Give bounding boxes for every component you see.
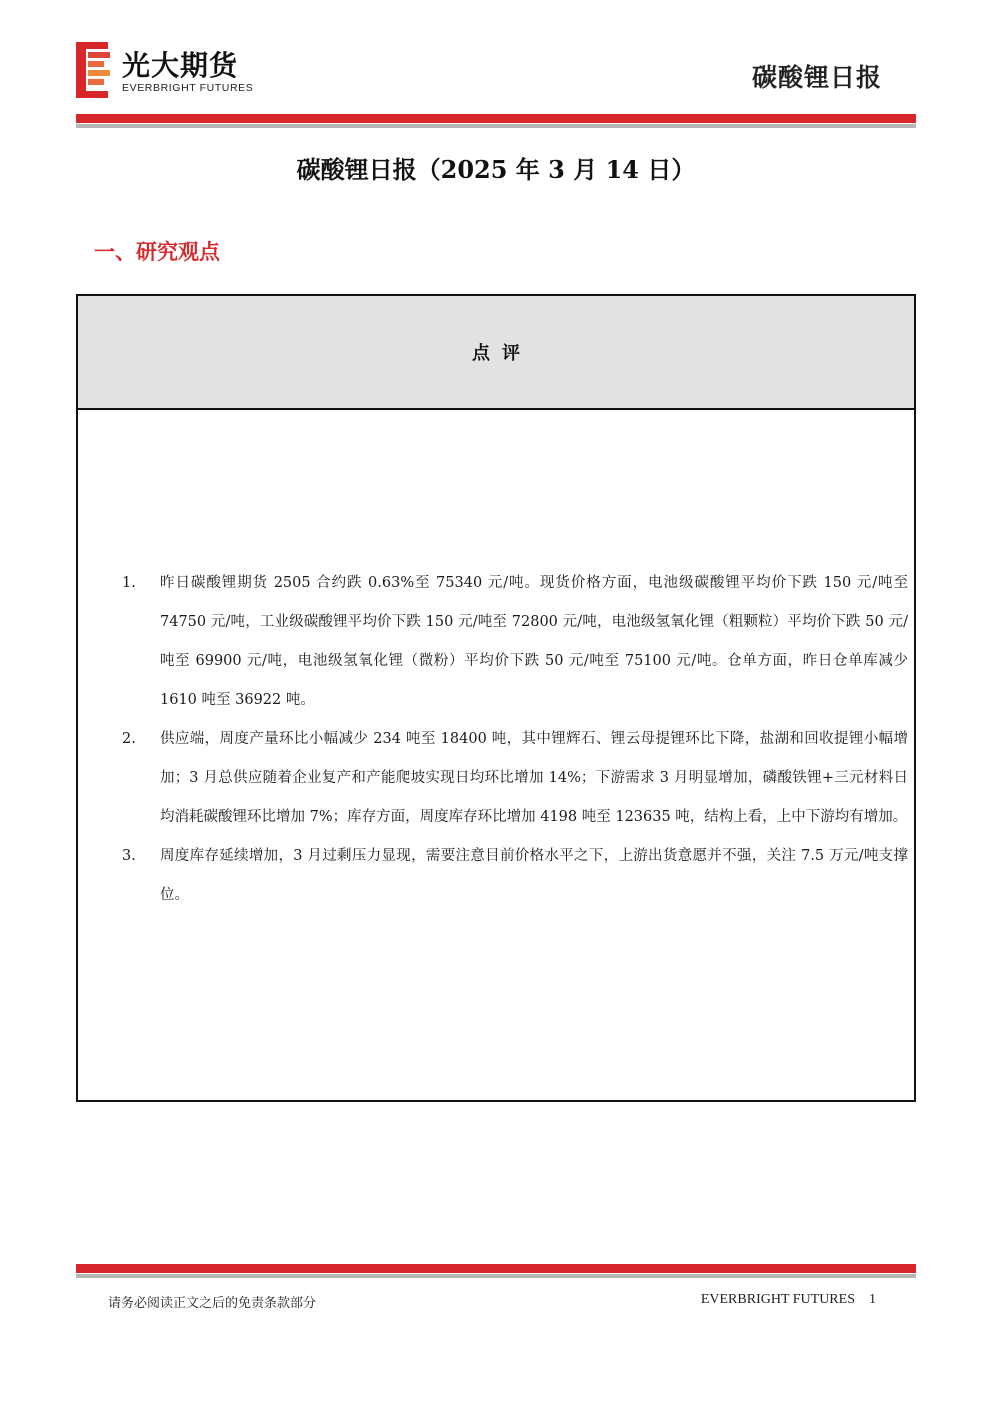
commentary-list [122,564,908,915]
commentary-table [76,294,916,1102]
footer-divider-gray [76,1274,916,1278]
commentary-header [78,296,914,410]
header-divider-red [76,114,916,123]
commentary-item [122,720,908,837]
footer-divider-red [76,1264,916,1273]
item-number: 2. [122,731,136,747]
commentary-item [122,564,908,720]
item-text: 昨日碳酸锂期货 2505 合约跌 0.63%至 75340 元/吨。现货价格方面，电池级碳酸锂平均价下跌 150 元/吨至 74750 元/吨，工业级碳酸锂平均价下跌 150 元/吨至 72800 元/吨，电池级氢氧化锂（粗颗粒）平均价下跌 50 元/吨至 69900 元/吨，电池级氢氧化锂（微粉）平均价下跌 50 元/吨至 75100 元/吨。仓单方面，昨日仓单库减少 1610 吨至 36922 吨。 [160,575,908,708]
item-text: 供应端，周度产量环比小幅减少 234 吨至 18400 吨，其中锂辉石、锂云母提锂环比下降，盐湖和回收提锂小幅增加；3 月总供应随着企业复产和产能爬坡实现日均环比增加 14%；下游需求 3 月明显增加，磷酸铁锂+三元材料日均消耗碳酸锂环比增加 7%；库存方面，周度库存环比增加 4198 吨至 123635 吨，结构上看，上中下游均有增加。 [160,731,908,825]
logo-chinese-name: 光大期货 [122,49,239,82]
footer-company: EVERBRIGHT FUTURES [700,1292,855,1307]
item-number: 1. [122,575,136,591]
disclaimer-note: 请务必阅读正文之后的免责条款部分 [108,1296,317,1311]
page-number: 1 [869,1292,876,1307]
company-logo [76,42,286,98]
report-name: 碳酸锂日报 [751,63,882,92]
item-text: 周度库存延续增加，3 月过剩压力显现，需要注意目前价格水平之下，上游出货意愿并不强，关注 7.5 万元/吨支撑位。 [160,848,908,903]
page-title: 碳酸锂日报（2025 年 3 月 14 日） [296,155,696,184]
footer-right [701,1292,876,1308]
section-title: 一、研究观点 [94,240,220,264]
commentary-item [122,837,908,915]
header-divider-gray [76,124,916,128]
company-logo-icon [76,42,112,98]
commentary-heading: 点评 [472,343,532,364]
logo-english-name: EVERBRIGHT FUTURES [122,82,254,94]
item-number: 3. [122,848,136,864]
